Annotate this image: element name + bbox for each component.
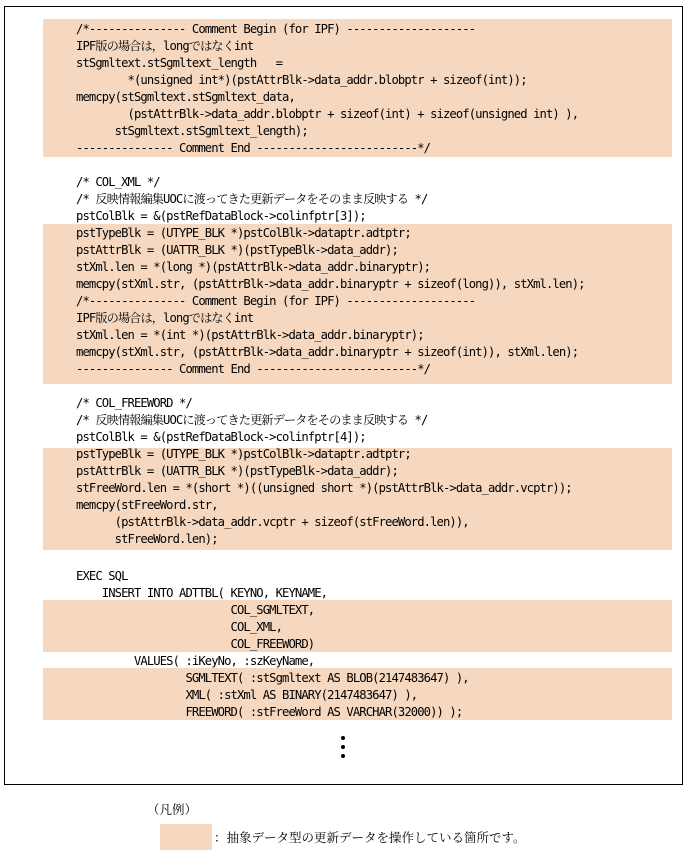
code-line: COL_FREEWORD)	[76, 637, 315, 651]
legend-title: （凡例）	[147, 802, 198, 817]
ellipsis-dot	[341, 754, 345, 758]
legend-swatch	[160, 824, 212, 850]
code-line: FREEWORD( :stFreeWord AS VARCHAR(32000)) );	[76, 705, 463, 719]
code-line: /*--------------- Comment Begin (for IPF) --------------------	[76, 294, 476, 308]
code-line: pstTypeBlk = (UTYPE_BLK *)pstColBlk->dataptr.adtptr;	[76, 226, 411, 240]
legend-description: ：抽象データ型の更新データを操作している箇所です。	[214, 830, 526, 845]
code-line: --------------- Comment End -------------------------*/	[76, 141, 431, 155]
code-line: /* 反映情報編集UOCに渡ってきた更新データをそのまま反映する */	[76, 413, 428, 427]
code-line: pstAttrBlk = (UATTR_BLK *)(pstTypeBlk->data_addr);	[76, 243, 398, 257]
code-line: pstColBlk = &(pstRefDataBlock->colinfptr[3]);	[76, 209, 366, 223]
ellipsis-dot	[341, 745, 345, 749]
code-line: stXml.len = *(int *)(pstAttrBlk->data_addr.binaryptr);	[76, 328, 424, 342]
code-line: IPF版の場合は，longではなくint	[76, 39, 254, 53]
code-line: stFreeWord.len);	[76, 532, 218, 546]
code-line: /* COL_FREEWORD */	[76, 396, 192, 410]
code-line: pstAttrBlk = (UATTR_BLK *)(pstTypeBlk->data_addr);	[76, 464, 398, 478]
code-line: VALUES( :iKeyNo, :szKeyName,	[76, 654, 315, 668]
code-line: --------------- Comment End -------------------------*/	[76, 362, 431, 376]
code-line: /*--------------- Comment Begin (for IPF) --------------------	[76, 22, 476, 36]
code-line: EXEC SQL	[76, 569, 128, 583]
code-line: IPF版の場合は，longではなくint	[76, 311, 254, 325]
code-line: (pstAttrBlk->data_addr.blobptr + sizeof(int) + sizeof(unsigned int) ),	[76, 107, 579, 121]
code-line: XML( :stXml AS BINARY(2147483647) ),	[76, 688, 418, 702]
code-line: pstTypeBlk = (UTYPE_BLK *)pstColBlk->dataptr.adtptr;	[76, 447, 411, 461]
code-line: stSgmltext.stSgmltext_length);	[76, 124, 308, 138]
code-line: COL_XML,	[76, 620, 282, 634]
code-line: /* COL_XML */	[76, 175, 160, 189]
code-line: memcpy(stXml.str, (pstAttrBlk->data_addr.binaryptr + sizeof(long)), stXml.len);	[76, 277, 585, 291]
code-line: stXml.len = *(long *)(pstAttrBlk->data_addr.binaryptr);	[76, 260, 431, 274]
code-line: *(unsigned int*)(pstAttrBlk->data_addr.blobptr + sizeof(int));	[76, 73, 527, 87]
code-line: (pstAttrBlk->data_addr.vcptr + sizeof(stFreeWord.len)),	[76, 515, 469, 529]
code-line: stFreeWord.len = *(short *)((unsigned short *)(pstAttrBlk->data_addr.vcptr));	[76, 481, 572, 495]
code-line: /* 反映情報編集UOCに渡ってきた更新データをそのまま反映する */	[76, 192, 428, 206]
code-line: memcpy(stXml.str, (pstAttrBlk->data_addr.binaryptr + sizeof(int)), stXml.len);	[76, 345, 579, 359]
code-line: memcpy(stSgmltext.stSgmltext_data,	[76, 90, 295, 104]
code-line: memcpy(stFreeWord.str,	[76, 498, 218, 512]
code-line: stSgmltext.stSgmltext_length =	[76, 56, 282, 70]
code-line: COL_SGMLTEXT,	[76, 603, 315, 617]
code-line: pstColBlk = &(pstRefDataBlock->colinfptr[4]);	[76, 430, 366, 444]
code-line: INSERT INTO ADTTBL( KEYNO, KEYNAME,	[76, 586, 328, 600]
code-line: SGMLTEXT( :stSgmltext AS BLOB(2147483647) ),	[76, 671, 469, 685]
ellipsis-dot	[341, 736, 345, 740]
